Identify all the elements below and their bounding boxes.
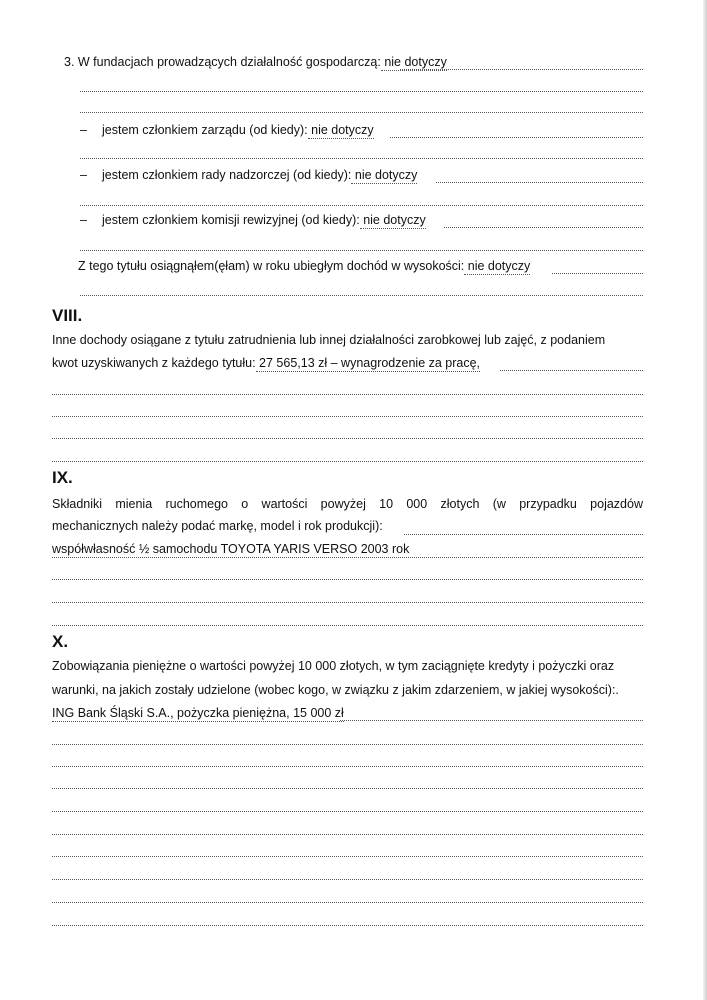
dotted-line: [52, 856, 643, 857]
dotted-line: [52, 438, 643, 439]
other-income-value: 27 565,13 zł – wynagrodzenie za pracę,: [255, 356, 481, 370]
scan-edge-shadow: [703, 0, 707, 1000]
supervisory-board-label: jestem członkiem rady nadzorczej (od kiedy):: [102, 168, 352, 182]
income-label: Z tego tytułu osiągnąłem(ęłam) w roku ubiegłym dochód w wysokości:: [78, 259, 465, 273]
audit-committee-label: jestem członkiem komisji rewizyjnej (od kiedy):: [102, 213, 360, 227]
dotted-line: [340, 720, 643, 721]
dotted-line: [52, 394, 643, 395]
supervisory-board-value: nie dotyczy: [351, 168, 418, 182]
foundations-value: nie dotyczy: [380, 55, 447, 69]
liabilities-value: ING Bank Śląski S.A., pożyczka pieniężna, 15 000 zł: [52, 706, 344, 720]
dotted-line: [52, 925, 643, 926]
section-heading-x: X.: [52, 632, 69, 651]
dotted-line: [500, 370, 643, 371]
section-viii-text-line1: Inne dochody osiągane z tytułu zatrudnienia lub innej działalności zarobkowej lub zajęć, z podaniem: [52, 333, 606, 347]
dotted-line: [80, 91, 643, 92]
dotted-line: [52, 557, 643, 558]
dotted-line: [52, 744, 643, 745]
dotted-line: [390, 137, 643, 138]
board-member-value: nie dotyczy: [307, 123, 374, 137]
section-x-text-line2: warunki, na jakich zostały udzielone (wobec kogo, w związku z jakim zdarzeniem, w jakiej wysokości):.: [52, 683, 619, 697]
dotted-line: [52, 879, 643, 880]
dotted-line: [404, 534, 643, 535]
income-row: [78, 258, 530, 274]
section-heading-viii: VIII.: [52, 306, 83, 325]
section-viii-text-line2: kwot uzyskiwanych z każdego tytułu: 27 565,13 zł – wynagrodzenie za pracę,: [52, 356, 481, 370]
section-heading-ix: IX.: [52, 468, 73, 487]
audit-committee-row: [80, 212, 426, 228]
dotted-line: [436, 182, 643, 183]
dotted-line: [52, 416, 643, 417]
dotted-line: [80, 295, 643, 296]
dotted-line: [52, 834, 643, 835]
dotted-line: [52, 579, 643, 580]
section-x-text-line1: Zobowiązania pieniężne o wartości powyżej 10 000 złotych, w tym zaciągnięte kredyty i pożyczki oraz: [52, 659, 615, 673]
board-member-row: [80, 122, 374, 138]
dotted-line: [80, 158, 643, 159]
dash-bullet: –: [80, 213, 87, 227]
dotted-line: [52, 602, 643, 603]
dotted-line: [52, 766, 643, 767]
dash-bullet: –: [80, 123, 87, 137]
dotted-line: [80, 205, 643, 206]
board-member-label: jestem członkiem zarządu (od kiedy):: [102, 123, 308, 137]
dotted-line: [52, 625, 643, 626]
dotted-line: [552, 273, 643, 274]
audit-committee-value: nie dotyczy: [359, 213, 426, 227]
dotted-line: [400, 69, 643, 70]
dotted-line: [52, 902, 643, 903]
income-value: nie dotyczy: [464, 259, 531, 273]
dotted-line: [80, 250, 643, 251]
dash-bullet: –: [80, 168, 87, 182]
dotted-line: [52, 461, 643, 462]
dotted-line: [52, 811, 643, 812]
movable-property-value: współwłasność ½ samochodu TOYOTA YARIS VERSO 2003 rok: [52, 542, 410, 556]
section-ix-text-line2: mechanicznych należy podać markę, model i rok produkcji):: [52, 519, 383, 533]
section-ix-text-line1: Składniki mienia ruchomego o wartości powyżej 10 000 złotych (w przypadku pojazdów: [52, 497, 643, 511]
dotted-line: [444, 227, 643, 228]
dotted-line: [80, 112, 643, 113]
foundations-label: 3. W fundacjach prowadzących działalność gospodarczą: nie dotyczy: [64, 55, 447, 69]
dotted-line: [52, 788, 643, 789]
supervisory-board-row: [80, 167, 417, 183]
